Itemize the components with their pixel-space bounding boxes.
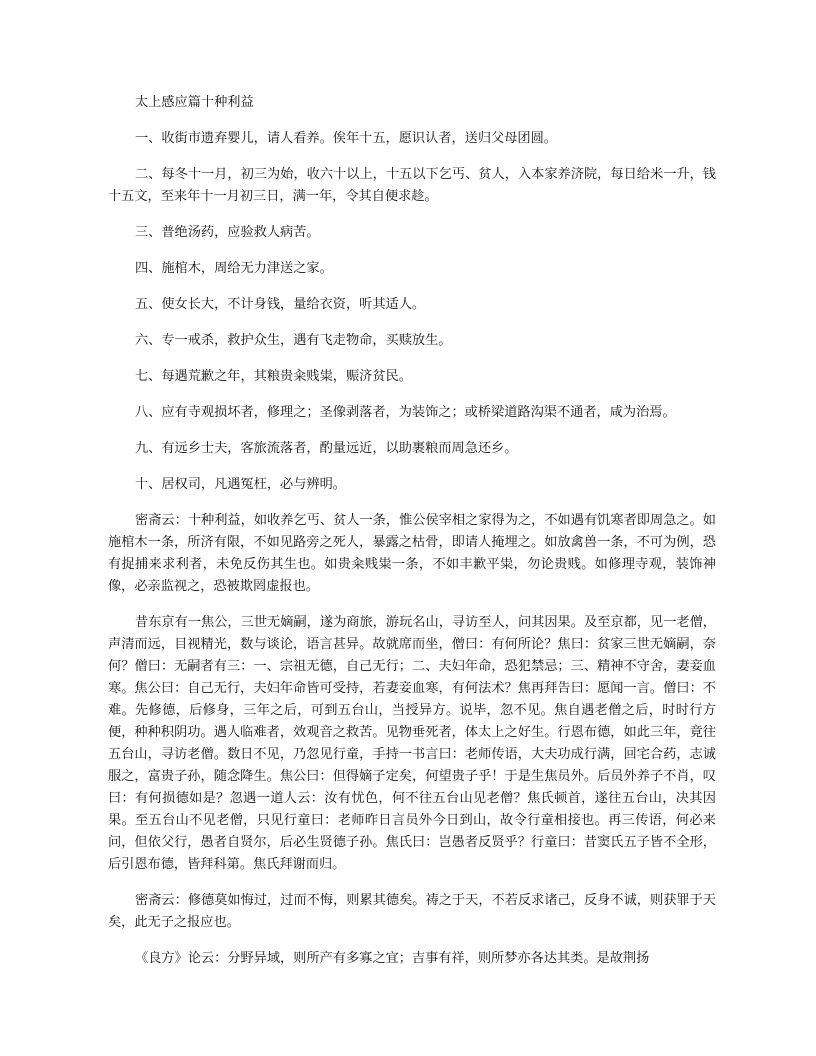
- document-title: 太上感应篇十种利益: [135, 95, 254, 110]
- paragraph-3: 三、普绝汤药，应验救人病苦。: [135, 225, 320, 240]
- paragraph-5: 五、使女长大，不计身钱，量给衣资，听其适人。: [135, 297, 426, 312]
- closing-commentary-paragraph: 密斋云：修德莫如悔过，过而不悔，则累其德矣。祷之于天，不若反求诸己，反身不诚，则获罪于天矣，此无子之报应也。: [108, 893, 716, 930]
- liangfang-paragraph: 《良方》论云：分野异域，则所产有多寡之宜；吉事有祥，则所梦亦各达其类。是故荆扬: [135, 951, 650, 966]
- paragraph-2: 二、每冬十一月，初三为始，收六十以上，十五以下乞丐、贫人，入本家养济院，每日给米一升，钱十五文，至来年十一月初三日，满一年，令其自便求趁。: [108, 167, 716, 204]
- paragraph-9: 九、有远乡士夫，客旅流落者，酌量远近，以助裹粮而周急还乡。: [135, 441, 518, 456]
- paragraph-6: 六、专一戒杀，救护众生，遇有飞走物命，买赎放生。: [135, 333, 452, 348]
- story-paragraph: 昔东京有一焦公，三世无嫡嗣，遂为商旅，游玩名山，寻访至人，问其因果。及至京都，见一老僧，声清而远，目视精光，数与谈论，语言甚异。故就席而坐，僧曰：有何所论？焦曰：贫家三世无嫡嗣，奈何？僧曰：无嗣者有三：一、宗祖无德，自己无行；二、夫妇年命，恐犯禁忌；三、精神不守舍，妻妾血寒。焦公曰：自己无行，夫妇年命皆可受持，若妻妾血寒，有何法术？焦再拜告曰：愿闻一言。僧曰：不难。先修德，后修身，三年之后，可到五台山，当授异方。说毕，忽不见。焦自遇老僧之后，时时行方便，种种积阴功。遇人临难者，效观音之救苦。见物垂死者，体太上之好生。行恩布德，如此三年，竟往五台山，寻访老僧。数日不见，乃忽见行童，手持一书言曰：老师传语，大夫功成行满，回宅合药，志诚服之，富贵子孙，随念降生。焦公曰：但得嫡子定矣，何望贵子乎！于是生焦员外。后员外养子不肖，叹曰：有何损德如是？忽遇一道人云：汝有忧色，何不往五台山见老僧？焦氏顿首，遂往五台山，决其因果。至五台山不见老僧，只见行童曰：老师昨日言员外今日到山，故令行童相接也。再三传语，何必来问，但依父行，愚者自贤尔，后必生贤德子孙。焦氏曰：岂愚者反贤乎？行童曰：昔窦氏五子皆不全形，后引恩布德，皆拜科第。焦氏拜谢而归。: [108, 615, 716, 872]
- commentary-paragraph: 密斋云：十种利益，如收养乞丐、贫人一条，惟公侯宰相之家得为之，不如遇有饥寒者即周急之。如施棺木一条，所济有限，不如见路旁之死人，暴露之枯骨，即请人掩埋之。如放禽兽一条，不可为例，恐有捉捕来求利者，未免反伤其生也。如贵籴贱粜一条，不如丰歉平粜，勿论贵贱。如修理寺观，装饰神像，必亲监视之，恐被欺罔虚报也。: [108, 513, 716, 594]
- paragraph-10: 十、居权司，凡遇冤枉，必与辨明。: [135, 477, 346, 492]
- paragraph-1: 一、收街市遗弃婴儿，请人看养。俟年十五，愿识认者，送归父母团圆。: [135, 131, 557, 146]
- document-page: [108, 92, 716, 984]
- paragraph-8: 八、应有寺观损坏者，修理之；圣像剥落者，为装饰之；或桥梁道路沟渠不通者，咸为治焉。: [135, 405, 676, 420]
- paragraph-4: 四、施棺木，周给无力津送之家。: [135, 261, 333, 276]
- paragraph-7: 七、每遇荒歉之年，其粮贵籴贱粜，赈济贫民。: [135, 369, 412, 384]
